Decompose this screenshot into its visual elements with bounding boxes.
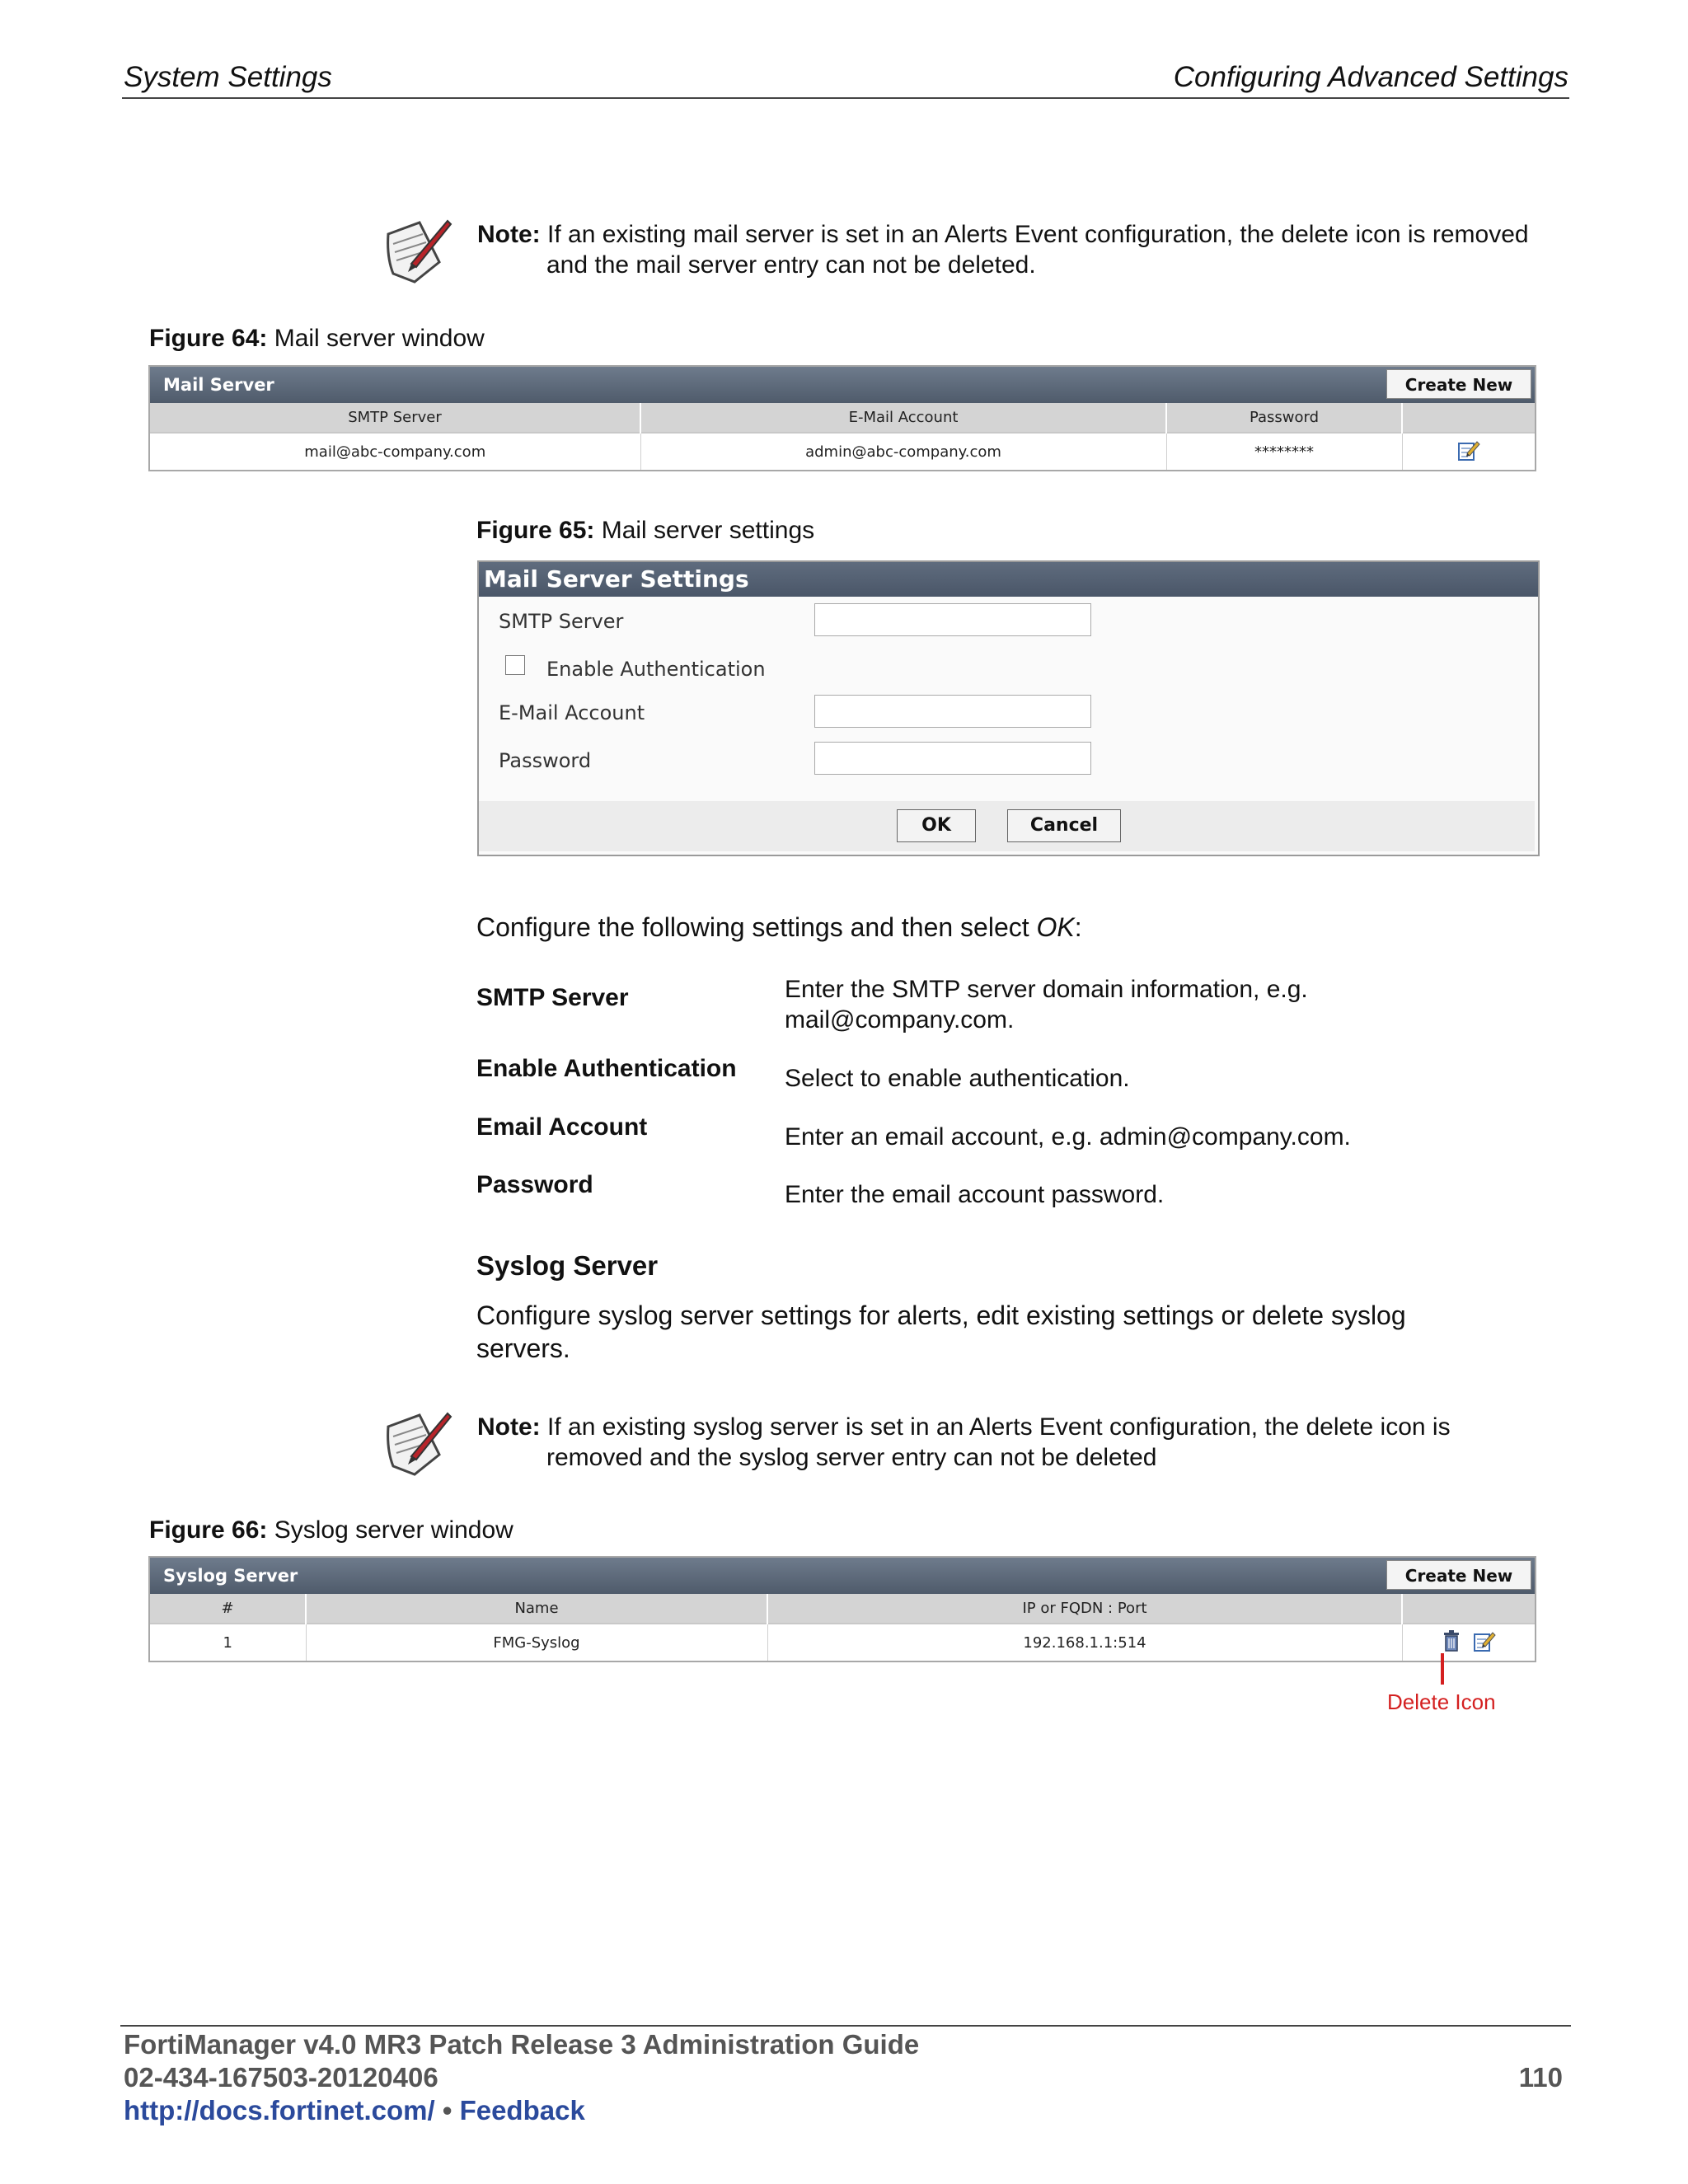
cell-actions [1402, 1624, 1535, 1661]
definition-line: mail@company.com. [785, 1006, 1015, 1033]
running-header-left: System Settings [124, 61, 332, 93]
smtp-server-label: SMTP Server [499, 610, 624, 633]
enable-authentication-checkbox[interactable] [505, 655, 525, 675]
column-header-name: Name [306, 1594, 767, 1624]
cell-actions [1402, 433, 1535, 470]
table-header-row [150, 1594, 1535, 1624]
syslog-intro-line2: servers. [476, 1333, 570, 1363]
note-mail-server [477, 219, 1573, 280]
table-header-row [150, 403, 1535, 433]
syslog-intro [476, 1299, 1548, 1365]
docs-link[interactable]: http://docs.fortinet.com/ [124, 2095, 435, 2125]
mail-server-table [150, 403, 1535, 470]
definition-desc-password: Enter the email account password. [785, 1181, 1165, 1208]
definition-desc-email: Enter an email account, e.g. admin@company.com. [785, 1123, 1351, 1151]
column-header-password: Password [1166, 403, 1402, 433]
password-label: Password [499, 749, 592, 772]
running-header-right: Configuring Advanced Settings [1173, 61, 1568, 93]
cell-email: admin@abc-company.com [640, 433, 1166, 470]
syslog-server-heading: Syslog Server [476, 1250, 659, 1281]
figure-label: Figure 66: [149, 1516, 268, 1544]
header-rule [122, 97, 1569, 99]
form-button-bar [479, 801, 1535, 851]
column-header-actions [1402, 403, 1535, 433]
mail-server-window [148, 365, 1536, 471]
window-title: Mail Server [163, 375, 274, 395]
configure-prefix: Configure the following settings and then select [476, 912, 1037, 942]
column-header-number: # [150, 1594, 306, 1624]
enable-authentication-label: Enable Authentication [546, 658, 766, 681]
create-new-button[interactable]: Create New [1386, 1560, 1531, 1590]
note-text-line1: If an existing mail server is set in an Alerts Event configuration, the delete icon is removed [547, 221, 1529, 248]
definition-term-smtp: SMTP Server [476, 984, 629, 1011]
note-icon [382, 216, 452, 287]
page-number: 110 [1518, 2062, 1563, 2093]
note-label: Note: [477, 221, 541, 248]
cell-ip: 192.168.1.1:514 [767, 1624, 1402, 1661]
email-account-label: E-Mail Account [499, 701, 645, 724]
footer-links [124, 2095, 585, 2126]
definition-term-email: Email Account [476, 1113, 648, 1141]
mail-server-settings-form [477, 560, 1540, 856]
definition-desc-smtp [785, 974, 1308, 1035]
window-titlebar [150, 367, 1535, 403]
cell-password: ******** [1166, 433, 1402, 470]
figure-64-caption [149, 325, 485, 353]
note-text-line2: and the mail server entry can not be deleted. [546, 251, 1036, 279]
configure-instruction [476, 911, 1082, 944]
note-text-line2: removed and the syslog server entry can not be deleted [546, 1444, 1157, 1471]
table-row[interactable] [150, 433, 1535, 470]
table-row[interactable] [150, 1624, 1535, 1661]
definition-desc-auth: Select to enable authentication. [785, 1065, 1130, 1092]
column-header-smtp: SMTP Server [150, 403, 640, 433]
column-header-actions [1402, 1594, 1535, 1624]
form-title: Mail Server Settings [479, 562, 1538, 597]
note-icon [382, 1408, 452, 1479]
syslog-server-table [150, 1594, 1535, 1661]
syslog-server-window [148, 1556, 1536, 1662]
figure-caption-text: Syslog server window [274, 1516, 513, 1544]
figure-66-caption [149, 1516, 513, 1544]
note-label: Note: [477, 1413, 541, 1441]
feedback-link[interactable]: Feedback [459, 2095, 585, 2125]
figure-65-caption [476, 517, 814, 545]
note-syslog-server [477, 1412, 1573, 1473]
figure-caption-text: Mail server window [274, 325, 485, 352]
delete-icon-callout-label: Delete Icon [1387, 1690, 1496, 1714]
cell-name: FMG-Syslog [306, 1624, 767, 1661]
column-header-email: E-Mail Account [640, 403, 1166, 433]
window-title: Syslog Server [163, 1566, 298, 1586]
email-account-input[interactable] [814, 695, 1091, 728]
create-new-button[interactable]: Create New [1386, 369, 1531, 399]
note-text-line1: If an existing syslog server is set in an Alerts Event configuration, the delete icon is [547, 1413, 1451, 1441]
ok-button[interactable]: OK [897, 809, 976, 842]
definition-term-auth: Enable Authentication [476, 1055, 737, 1082]
password-input[interactable] [814, 742, 1091, 775]
definition-line: Enter the SMTP server domain information, e.g. [785, 976, 1308, 1003]
syslog-intro-line1: Configure syslog server settings for alerts, edit existing settings or delete syslog [476, 1301, 1406, 1330]
cell-smtp: mail@abc-company.com [150, 433, 640, 470]
cancel-button[interactable]: Cancel [1007, 809, 1121, 842]
delete-icon-callout-line [1441, 1653, 1444, 1685]
trash-icon[interactable] [1442, 1630, 1461, 1656]
definition-term-password: Password [476, 1171, 593, 1198]
smtp-server-input[interactable] [814, 603, 1091, 636]
footer-bullet: • [442, 2095, 452, 2125]
edit-icon[interactable] [1457, 438, 1480, 466]
footer-rule [120, 2025, 1571, 2027]
window-titlebar [150, 1558, 1535, 1594]
configure-suffix: : [1074, 912, 1082, 942]
column-header-ip: IP or FQDN : Port [767, 1594, 1402, 1624]
configure-ok: OK [1036, 912, 1075, 942]
edit-icon[interactable] [1473, 1629, 1496, 1657]
footer-title: FortiManager v4.0 MR3 Patch Release 3 Administration Guide [124, 2029, 920, 2060]
cell-number: 1 [150, 1624, 306, 1661]
figure-label: Figure 65: [476, 517, 595, 544]
figure-label: Figure 64: [149, 325, 268, 352]
figure-caption-text: Mail server settings [601, 517, 815, 544]
footer-doc-id: 02-434-167503-20120406 [124, 2062, 438, 2093]
